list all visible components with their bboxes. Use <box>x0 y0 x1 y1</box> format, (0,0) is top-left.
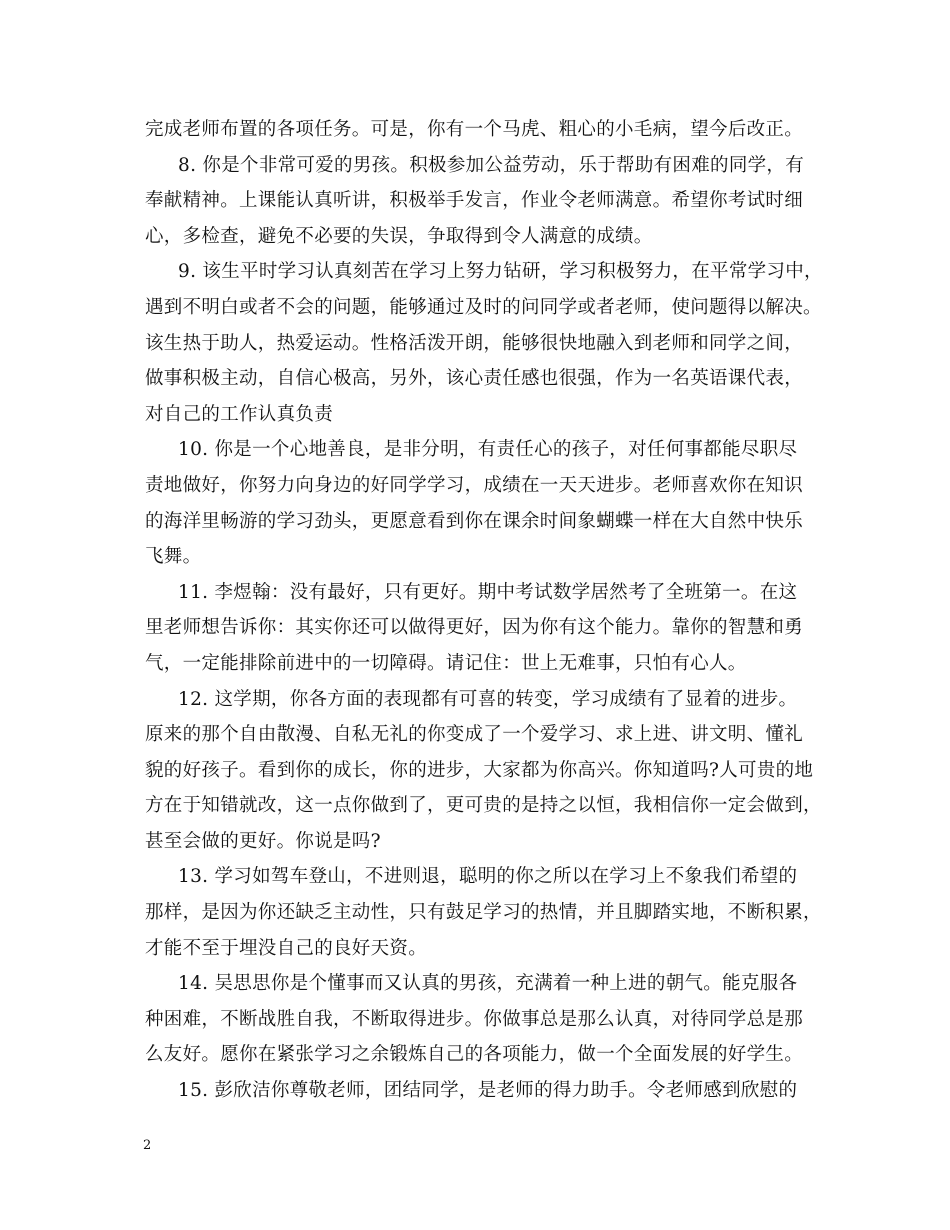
text-line: 11. 李煜翰：没有最好，只有更好。期中考试数学居然考了全班第一。在这 <box>178 581 798 603</box>
text-line: 那样，是因为你还缺乏主动性，只有鼓足学习的热情，并且脚踏实地，不断积累， <box>145 902 822 924</box>
text-line: 10. 你是一个心地善良，是非分明，有责任心的孩子，对任何事都能尽职尽 <box>178 439 798 461</box>
text-line: 奉献精神。上课能认真听讲，积极举手发言，作业令老师满意。希望你考试时细 <box>145 190 804 212</box>
text-line: 8. 你是个非常可爱的男孩。积极参加公益劳动，乐于帮助有困难的同学，有 <box>178 154 805 176</box>
text-line: 才能不至于埋没自己的良好天资。 <box>145 937 428 959</box>
text-line: 种困难，不断战胜自我，不断取得进步。你做事总是那么认真，对待同学总是那 <box>145 1008 804 1030</box>
text-line: 15. 彭欣洁你尊敬老师，团结同学，是老师的得力助手。令老师感到欣慰的 <box>178 1080 798 1102</box>
text-line: 方在于知错就改，这一点你做到了，更可贵的是持之以恒，我相信你一定会做到， <box>145 795 822 817</box>
text-line: 做事积极主动，自信心极高，另外，该心责任感也很强，作为一名英语课代表， <box>145 368 804 390</box>
text-line: 12. 这学期，你各方面的表现都有可喜的转变，学习成绩有了显着的进步。 <box>178 688 798 710</box>
text-line: 心，多检查，避免不必要的失误，争取得到令人满意的成绩。 <box>145 225 653 247</box>
text-line: 责地做好，你努力向身边的好同学学习，成绩在一天天进步。老师喜欢你在知识 <box>145 474 804 496</box>
text-line: 对自己的工作认真负责 <box>145 403 334 425</box>
text-line: 貌的好孩子。看到你的成长，你的进步，大家都为你高兴。你知道吗?人可贵的地 <box>145 759 814 781</box>
text-line: 甚至会做的更好。你说是吗? <box>145 830 381 852</box>
text-line: 飞舞。 <box>145 546 202 568</box>
text-line: 14. 吴思思你是个懂事而又认真的男孩，充满着一种上进的朝气。能克服各 <box>178 973 798 995</box>
text-line: 里老师想告诉你：其实你还可以做得更好，因为你有这个能力。靠你的智慧和勇 <box>145 617 804 639</box>
text-line: 的海洋里畅游的学习劲头，更愿意看到你在课余时间象蝴蝶一样在大自然中快乐 <box>145 510 804 532</box>
text-line: 气，一定能排除前进中的一切障碍。请记住：世上无难事，只怕有心人。 <box>145 652 747 674</box>
document-body <box>145 112 825 1109</box>
text-line: 么友好。愿你在紧张学习之余锻炼自己的各项能力，做一个全面发展的好学生。 <box>145 1044 804 1066</box>
text-line: 遇到不明白或者不会的问题，能够通过及时的问同学或者老师，使问题得以解决。 <box>145 296 822 318</box>
text-line: 完成老师布置的各项任务。可是，你有一个马虎、粗心的小毛病，望今后改正。 <box>145 119 804 140</box>
text-line: 该生热于助人，热爱运动。性格活泼开朗，能够很快地融入到老师和同学之间， <box>145 332 804 354</box>
page-number: 2 <box>143 1138 152 1153</box>
text-line: 13. 学习如驾车登山，不进则退，聪明的你之所以在学习上不象我们希望的 <box>178 866 798 888</box>
text-line: 9. 该生平时学习认真刻苦在学习上努力钻研，学习积极努力，在平常学习中， <box>178 261 823 283</box>
text-line: 原来的那个自由散漫、自私无礼的你变成了一个爱学习、求上进、讲文明、懂礼 <box>145 724 804 746</box>
